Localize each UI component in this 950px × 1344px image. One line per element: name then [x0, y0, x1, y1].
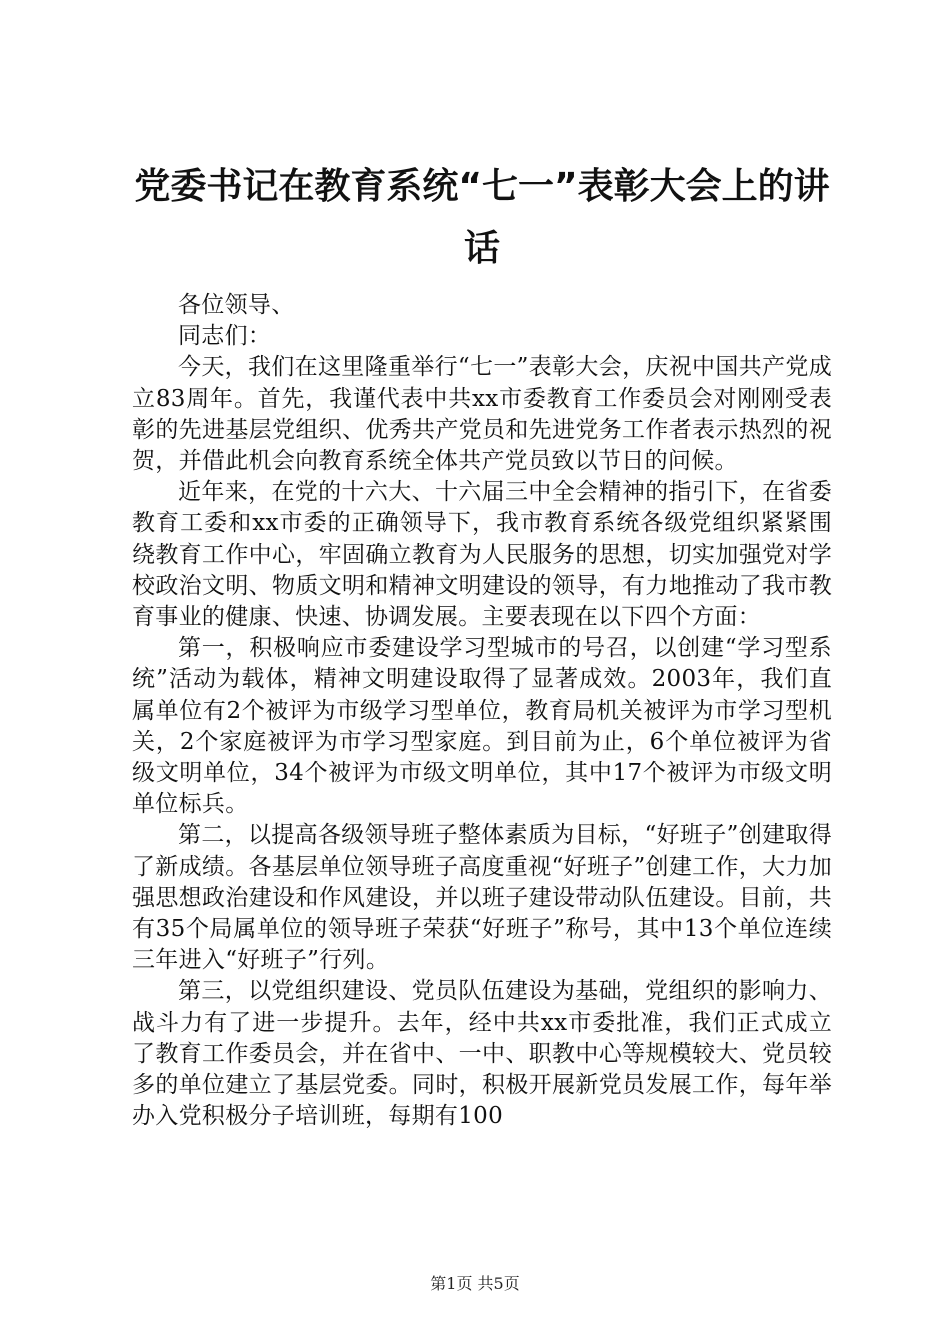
paragraph-third-point: 第三，以党组织建设、党员队伍建设为基础，党组织的影响力、战斗力有了进一步提升。去年，经中共xx市委批准，我们正式成立了教育工作委员会，并在省中、一中、职教中心等规模较大、党员较多的单位建立了基层党委。同时，积极开展新党员发展工作，每年举办入党积极分子培训班，每期有100 [132, 978, 832, 1130]
document-page [132, 156, 832, 1132]
paragraph-achievements-intro: 近年来，在党的十六大、十六届三中全会精神的指引下，在省委教育工委和xx市委的正确领导下，我市教育系统各级党组织紧紧围绕教育工作中心，牢固确立教育为人民服务的思想，切实加强党对学校政治文明、物质文明和精神文明建设的领导，有力地推动了我市教育事业的健康、快速、协调发展。主要表现在以下四个方面： [132, 479, 832, 631]
page-number-footer: 第1页 共5页 [430, 1274, 520, 1293]
document-body [132, 290, 832, 1132]
paragraph-second-point: 第二，以提高各级领导班子整体素质为目标，“好班子”创建取得了新成绩。各基层单位领导班子高度重视“好班子”创建工作，大力加强思想政治建设和作风建设，并以班子建设带动队伍建设。目前，共有35个局属单位的领导班子荣获“好班子”称号，其中13个单位连续三年进入“好班子”行列。 [132, 822, 832, 974]
paragraph-first-point: 第一，积极响应市委建设学习型城市的号召，以创建“学习型系统”活动为载体，精神文明建设取得了显著成效。2003年，我们直属单位有2个被评为市级学习型单位，教育局机关被评为市学习型机关，2个家庭被评为市学习型家庭。到目前为止，6个单位被评为省级文明单位，34个被评为市级文明单位，其中17个被评为市级文明单位标兵。 [132, 635, 832, 818]
paragraph-opening: 今天，我们在这里隆重举行“七一”表彰大会，庆祝中国共产党成立83周年。首先，我谨代表中共xx市委教育工作委员会对刚刚受表彰的先进基层党组织、优秀共产党员和先进党务工作者表示热烈的祝贺，并借此机会向教育系统全体共产党员致以节日的问候。 [132, 354, 832, 475]
salutation-leaders: 各位领导、 [178, 292, 295, 318]
salutation-comrades: 同志们： [178, 323, 272, 350]
document-title: 党委书记在教育系统“七一”表彰大会上的讲话 [134, 166, 830, 269]
